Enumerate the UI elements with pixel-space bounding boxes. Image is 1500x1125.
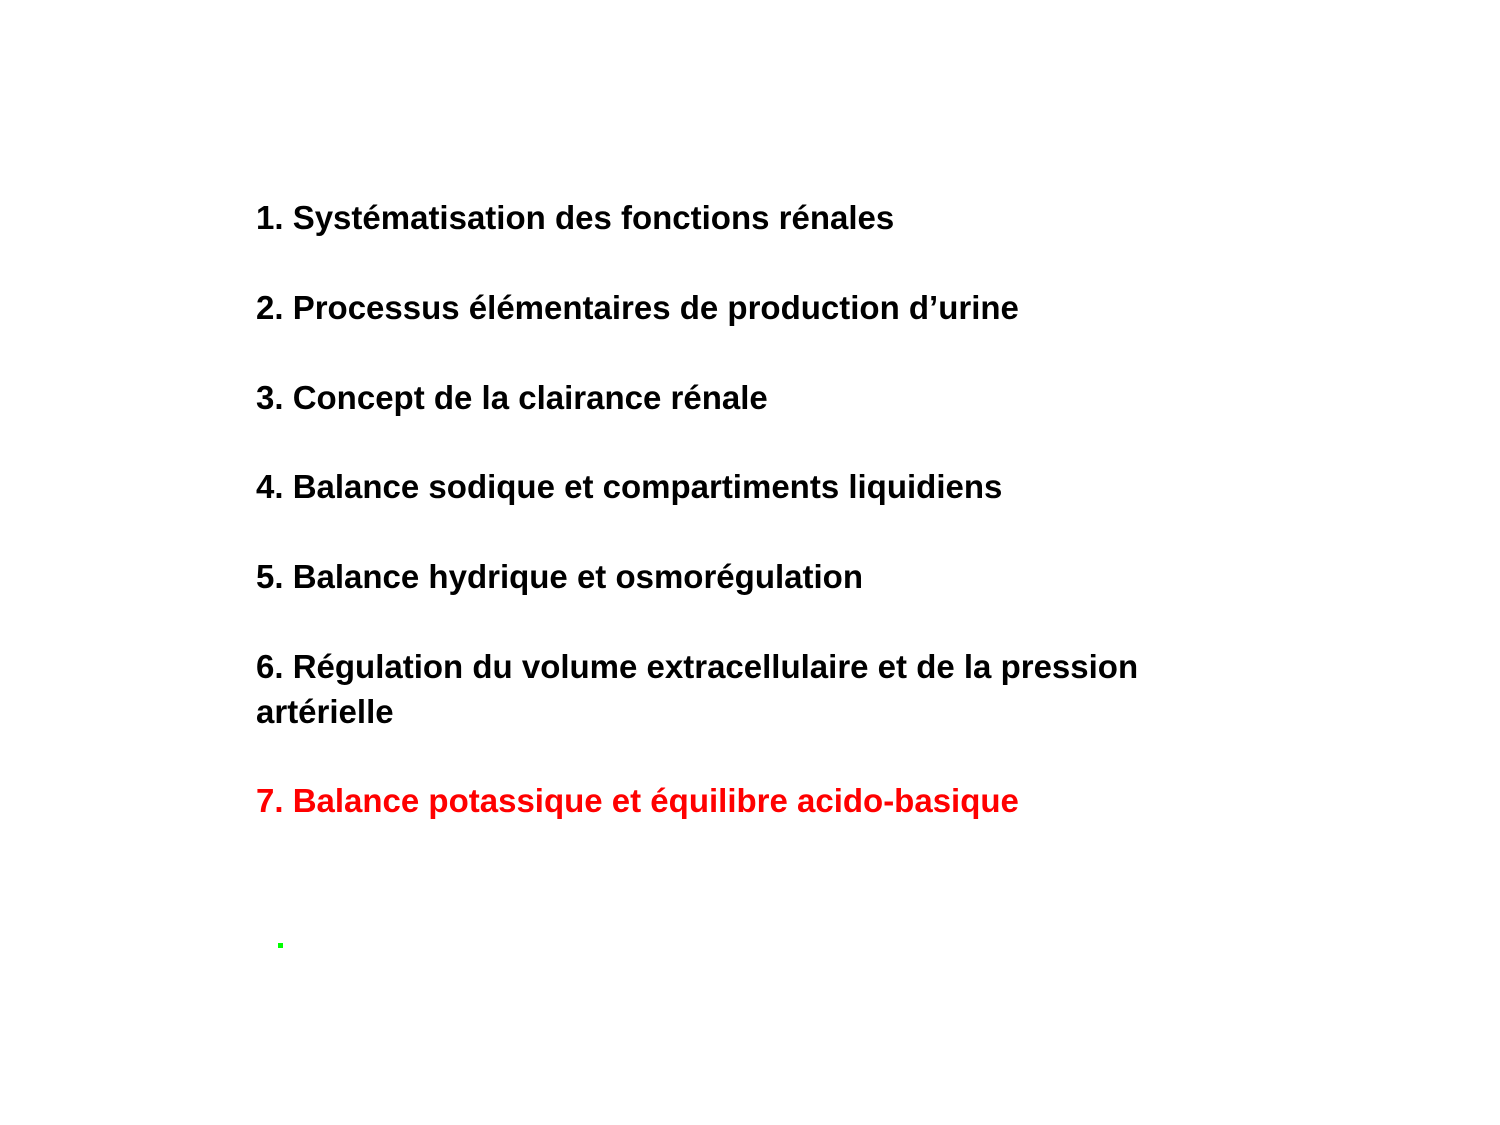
outline-item-6-continuation: artérielle	[256, 693, 394, 730]
outline-item-4: 4. Balance sodique et compartiments liquidiens	[256, 468, 1003, 505]
outline-item-6: 6. Régulation du volume extracellulaire et de la pression	[256, 648, 1139, 685]
outline-item-2: 2. Processus élémentaires de production d’urine	[256, 289, 1019, 326]
outline-item-5: 5. Balance hydrique et osmorégulation	[256, 558, 863, 595]
outline-item-3: 3. Concept de la clairance rénale	[256, 379, 768, 416]
green-marker-dot	[278, 943, 283, 948]
outline-item-7-current: 7. Balance potassique et équilibre acido-basique	[256, 782, 1019, 819]
outline-item-1: 1. Systématisation des fonctions rénales	[256, 199, 895, 236]
